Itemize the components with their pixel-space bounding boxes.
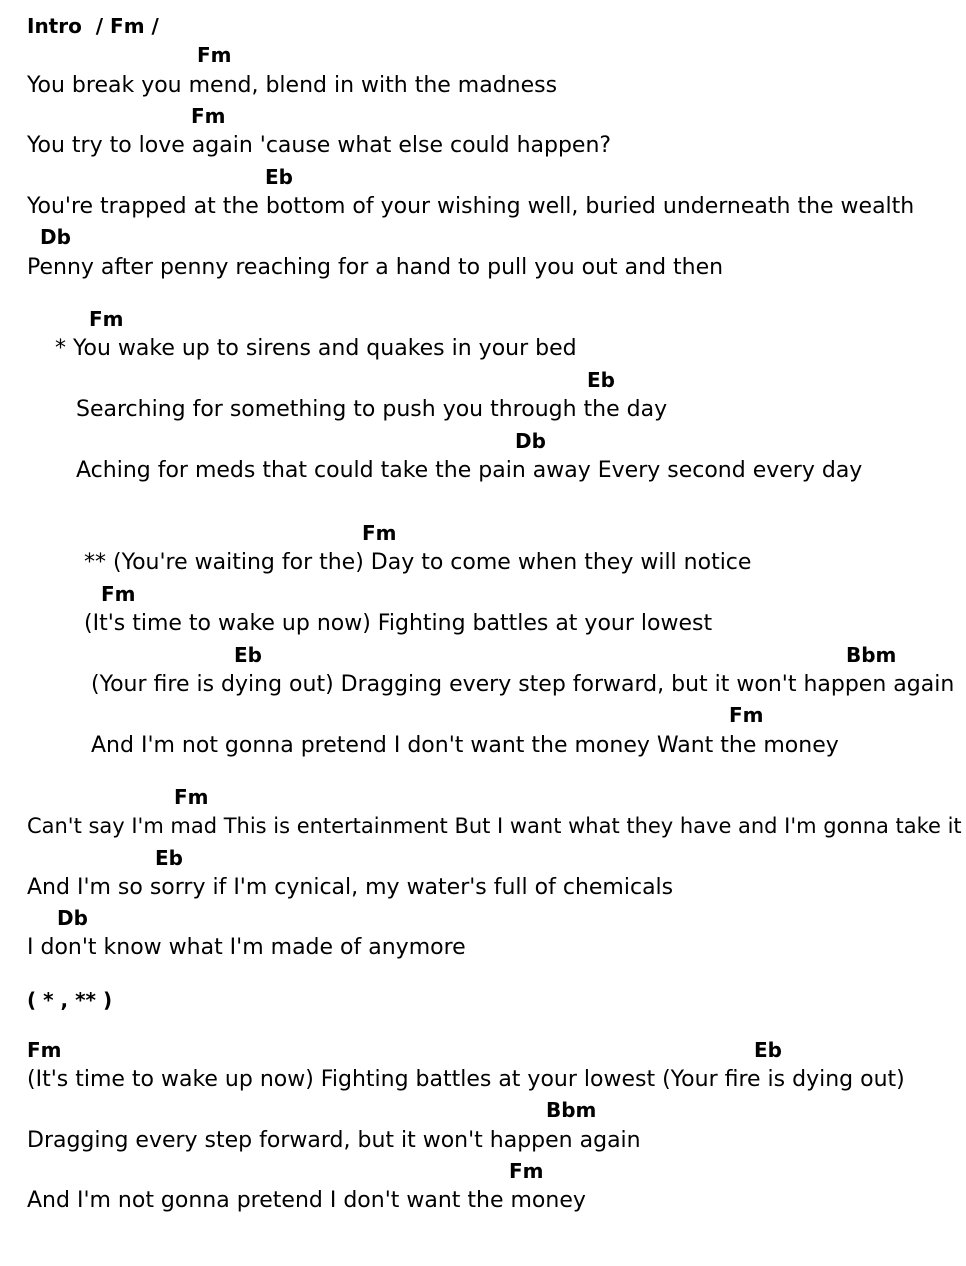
lyric-line: (It's time to wake up now) Fighting battles at your lowest (84, 611, 713, 636)
lyric-line: You're trapped at the bottom of your wishing well, buried underneath the wealth (27, 194, 915, 219)
lyric-line: Can't say I'm mad This is entertainment But I want what they have and I'm gonna take it (27, 814, 962, 838)
chord: Eb (155, 846, 183, 870)
chord: Fm (89, 307, 124, 331)
lyric-line: I don't know what I'm made of anymore (27, 935, 466, 960)
chord: Fm (197, 43, 232, 67)
lyric-line: * You wake up to sirens and quakes in your bed (55, 336, 577, 361)
repeat-marker: ( * , ** ) (27, 988, 113, 1012)
lyric-line: ** (You're waiting for the) Day to come when they will notice (84, 550, 752, 575)
chord: Db (515, 429, 546, 453)
chord: Db (40, 225, 71, 249)
lyric-line: You try to love again 'cause what else could happen? (27, 133, 612, 158)
chord: Eb (754, 1038, 782, 1062)
lyric-line: And I'm not gonna pretend I don't want the money (27, 1188, 586, 1213)
chord: Fm (191, 104, 226, 128)
chord: Eb (587, 368, 615, 392)
chord: Fm (27, 1038, 62, 1062)
chord: Bbm (546, 1098, 597, 1122)
lyric-line: And I'm so sorry if I'm cynical, my water's full of chemicals (27, 875, 674, 900)
lyric-line: Dragging every step forward, but it won't happen again (27, 1128, 641, 1153)
chord: Fm (362, 521, 397, 545)
lyric-line: (Your fire is dying out) Dragging every step forward, but it won't happen again (91, 672, 955, 697)
intro-line: Intro / Fm / (27, 14, 159, 38)
lyric-line: Aching for meds that could take the pain away Every second every day (76, 458, 863, 483)
chord: Fm (729, 703, 764, 727)
lyric-line: And I'm not gonna pretend I don't want the money Want the money (91, 733, 839, 758)
lyric-line: Penny after penny reaching for a hand to pull you out and then (27, 255, 724, 280)
chord: Eb (234, 643, 262, 667)
chord: Fm (101, 582, 136, 606)
lyric-line: Searching for something to push you through the day (76, 397, 668, 422)
chord: Bbm (846, 643, 897, 667)
chord: Eb (265, 165, 293, 189)
lyric-line: You break you mend, blend in with the madness (27, 73, 558, 98)
chord: Fm (509, 1159, 544, 1183)
lyric-line: (It's time to wake up now) Fighting battles at your lowest (Your fire is dying out) (27, 1067, 905, 1092)
chord: Fm (174, 785, 209, 809)
chord: Db (57, 906, 88, 930)
